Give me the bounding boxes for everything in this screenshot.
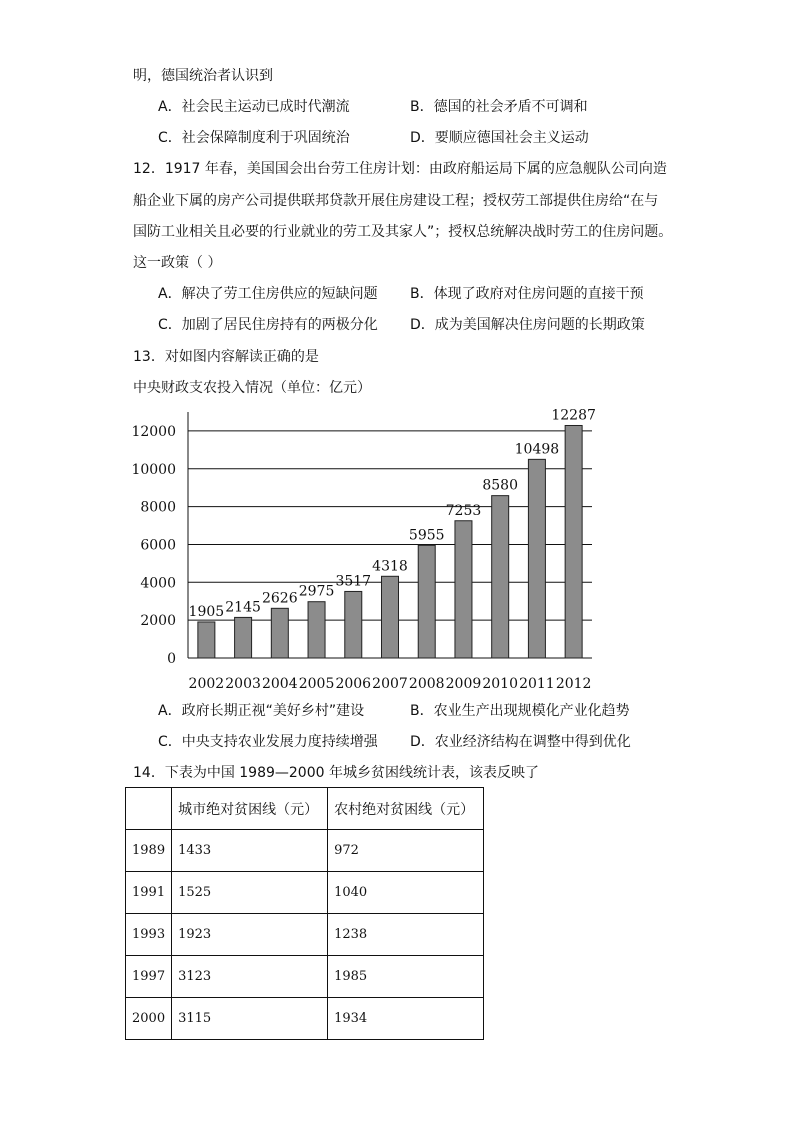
table-header-cell: 城市绝对贫困线（元） bbox=[172, 788, 328, 830]
poverty-line-table bbox=[125, 787, 484, 1040]
table-cell-rural: 1985 bbox=[328, 956, 484, 998]
q14-stem: 14．下表为中国 1989—2000 年城乡贫困线统计表，该表反映了 bbox=[133, 765, 539, 781]
q13-option-a[interactable]: A．政府长期正视“美好乡村”建设 bbox=[158, 703, 365, 719]
x-tick-label: 2008 bbox=[408, 676, 445, 692]
bar bbox=[565, 425, 582, 658]
q12-stem-line-4: 这一政策（ ） bbox=[133, 255, 222, 271]
table-row bbox=[126, 914, 484, 956]
bar bbox=[271, 608, 288, 658]
data-label: 2626 bbox=[261, 590, 298, 607]
table-cell-year: 1991 bbox=[126, 872, 172, 914]
q11-stem-tail: 明，德国统治者认识到 bbox=[133, 68, 273, 84]
x-tick-label: 2009 bbox=[445, 676, 482, 692]
y-tick-label: 6000 bbox=[140, 537, 176, 554]
q13-option-c[interactable]: C．中央支持农业发展力度持续增强 bbox=[158, 734, 378, 750]
q11-option-b[interactable]: B．德国的社会矛盾不可调和 bbox=[410, 99, 588, 115]
q13-stem: 13．对如图内容解读正确的是 bbox=[133, 349, 319, 365]
q12-option-b[interactable]: B．体现了政府对住房问题的直接干预 bbox=[410, 286, 644, 302]
y-tick-label: 12000 bbox=[131, 423, 176, 440]
table-row bbox=[126, 998, 484, 1040]
y-tick-label: 8000 bbox=[140, 499, 176, 516]
bar bbox=[492, 496, 509, 658]
data-label: 2975 bbox=[298, 583, 335, 600]
table-header-row bbox=[126, 788, 484, 830]
x-tick-label: 2006 bbox=[335, 676, 372, 692]
bar-chart bbox=[130, 408, 600, 693]
q12-option-d[interactable]: D．成为美国解决住房问题的长期政策 bbox=[410, 317, 645, 333]
q12-stem-line-1: 12．1917 年春，美国国会出台劳工住房计划：由政府船运局下属的应急舰队公司向造 bbox=[133, 161, 667, 177]
table-cell-year: 1997 bbox=[126, 956, 172, 998]
x-tick-label: 2002 bbox=[188, 676, 225, 692]
q13-option-d[interactable]: D．农业经济结构在调整中得到优化 bbox=[410, 734, 631, 750]
data-label: 2145 bbox=[225, 599, 261, 616]
q11-option-a[interactable]: A．社会民主运动已成时代潮流 bbox=[158, 99, 350, 115]
x-tick-label: 2005 bbox=[298, 676, 335, 692]
table-row bbox=[126, 830, 484, 872]
table-header-cell bbox=[126, 788, 172, 830]
table-cell-year: 1993 bbox=[126, 914, 172, 956]
q11-option-c[interactable]: C．社会保障制度利于巩固统治 bbox=[158, 130, 350, 146]
q12-option-a[interactable]: A．解决了劳工住房供应的短缺问题 bbox=[158, 286, 378, 302]
table-cell-year: 1989 bbox=[126, 830, 172, 872]
x-tick-label: 2012 bbox=[555, 676, 592, 692]
bar bbox=[382, 576, 399, 658]
q12-stem-line-3: 国防工业相关且必要的行业就业的劳工及其家人”；授权总统解决战时劳工的住房问题。 bbox=[133, 224, 673, 240]
table-header-cell: 农村绝对贫困线（元） bbox=[328, 788, 484, 830]
q13-option-b[interactable]: B．农业生产出现规模化产业化趋势 bbox=[410, 703, 630, 719]
table-row bbox=[126, 872, 484, 914]
x-tick-label: 2004 bbox=[261, 676, 298, 692]
table-cell-rural: 1934 bbox=[328, 998, 484, 1040]
data-label: 10498 bbox=[514, 441, 560, 458]
x-tick-label: 2007 bbox=[372, 676, 408, 692]
y-tick-label: 0 bbox=[167, 651, 176, 667]
data-label: 1905 bbox=[188, 603, 225, 620]
data-label: 8580 bbox=[482, 477, 519, 494]
table-cell-urban: 3115 bbox=[172, 998, 328, 1040]
table-cell-rural: 972 bbox=[328, 830, 484, 872]
bar bbox=[308, 602, 325, 658]
y-tick-label: 4000 bbox=[140, 575, 176, 592]
q12-stem-line-2: 船企业下属的房产公司提供联邦贷款开展住房建设工程；授权劳工部提供住房给“在与 bbox=[133, 193, 659, 209]
bar bbox=[345, 591, 362, 658]
table-cell-urban: 1525 bbox=[172, 872, 328, 914]
table-cell-year: 2000 bbox=[126, 998, 172, 1040]
bar bbox=[235, 617, 252, 658]
chart-caption: 中央财政支农投入情况（单位：亿元） bbox=[133, 380, 371, 396]
data-label: 3517 bbox=[335, 573, 372, 590]
bar bbox=[455, 521, 472, 658]
q11-option-d[interactable]: D．要顺应德国社会主义运动 bbox=[410, 130, 589, 146]
table-cell-urban: 1433 bbox=[172, 830, 328, 872]
bar bbox=[418, 545, 435, 658]
x-tick-label: 2011 bbox=[519, 676, 555, 692]
table-cell-urban: 1923 bbox=[172, 914, 328, 956]
table-row bbox=[126, 956, 484, 998]
q12-option-c[interactable]: C．加剧了居民住房持有的两极分化 bbox=[158, 317, 378, 333]
data-label: 7253 bbox=[445, 502, 482, 519]
data-label: 5955 bbox=[408, 527, 445, 544]
table-cell-urban: 3123 bbox=[172, 956, 328, 998]
bar bbox=[198, 622, 215, 658]
x-tick-label: 2003 bbox=[225, 676, 261, 692]
table-cell-rural: 1238 bbox=[328, 914, 484, 956]
table-cell-rural: 1040 bbox=[328, 872, 484, 914]
y-tick-label: 10000 bbox=[131, 461, 176, 478]
x-tick-label: 2010 bbox=[482, 676, 519, 692]
data-label: 4318 bbox=[372, 558, 408, 575]
y-tick-label: 2000 bbox=[140, 613, 176, 630]
data-label: 12287 bbox=[551, 408, 596, 424]
bar bbox=[528, 459, 545, 658]
